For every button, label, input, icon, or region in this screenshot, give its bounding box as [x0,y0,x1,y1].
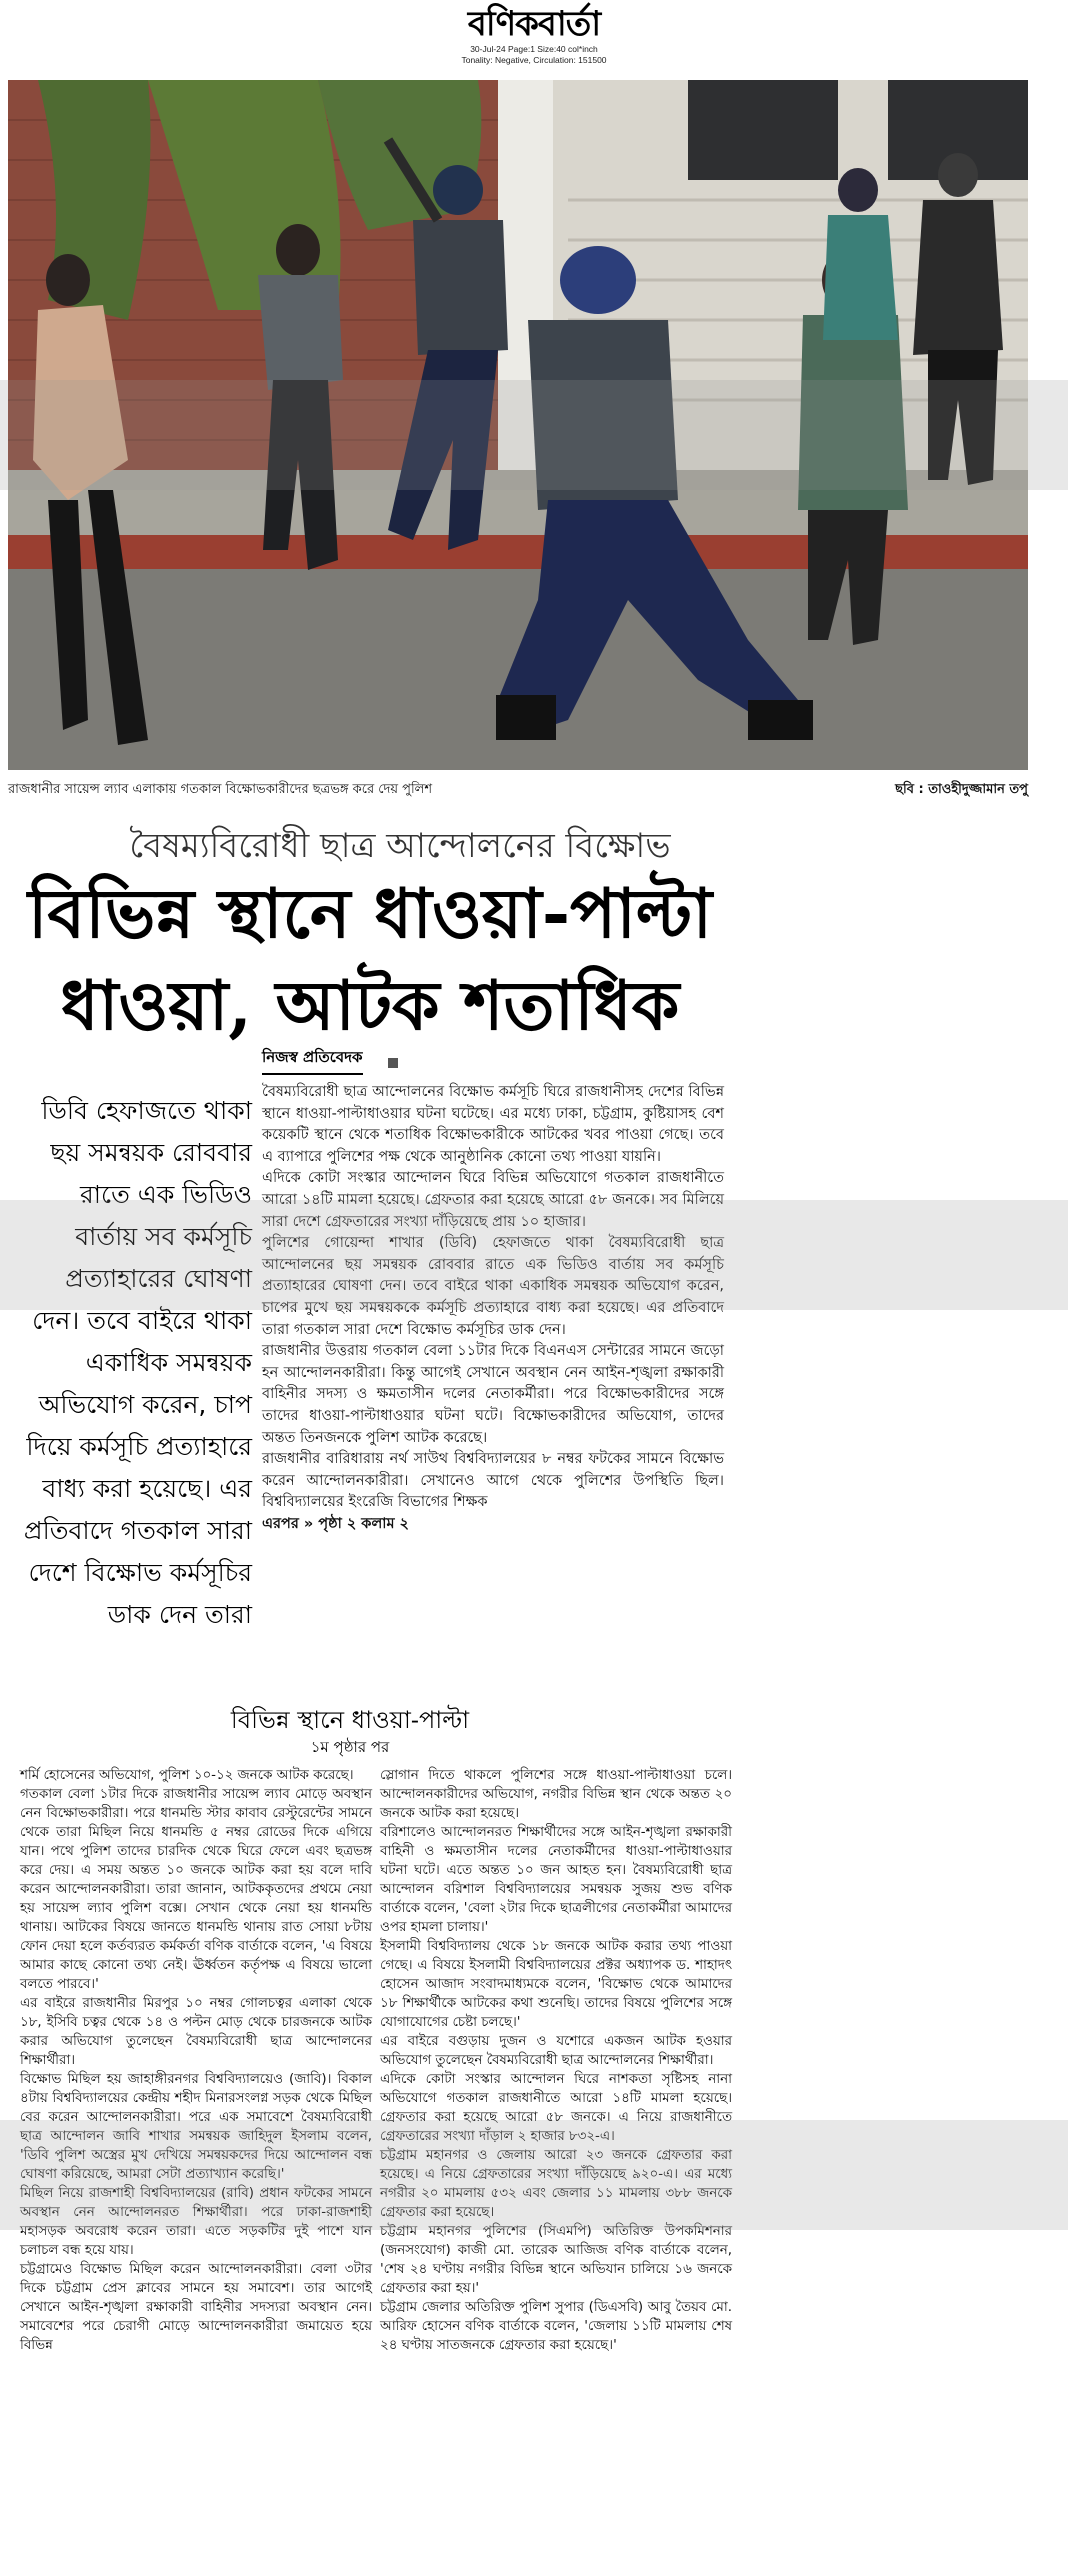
lead-paragraph: পুলিশের গোয়েন্দা শাখার (ডিবি) হেফাজতে থাকা বৈষম্যবিরোধী ছাত্র আন্দোলনের ছয় সমন্বয়ক রোববার রাতে এক ভিডিও বার্তায় সব কর্মসূচি প্রত্যাহারের ঘোষণা দেন। তবে বাইরে থাকা একাধিক সমন্বয়ক অভিযোগ করেন, চাপের মুখে ছয় সমন্বয়ককে কর্মসূচি প্রত্যাহারে বাধ্য করা হয়েছে। এর প্রতিবাদে তারা গতকাল সারা দেশে বিক্ষোভ কর্মসূচির ডাক দেন। [262,1235,724,1338]
headline-line-2: ধাওয়া, আটক শতাধিক [60,966,680,1046]
masthead [0,0,1068,72]
body-paragraph: শর্মি হোসেনের অভিযোগ, পুলিশ ১০-১২ জনকে আটক করেছে। [20,1768,354,1783]
lead-paragraph: বৈষম্যবিরোধী ছাত্র আন্দোলনের বিক্ষোভ কর্মসূচি ঘিরে রাজধানীসহ দেশের বিভিন্ন স্থানে ধাওয়া-পাল্টাধাওয়ার ঘটনা ঘটেছে। এর মধ্যে ঢাকা, চট্টগ্রাম, কুষ্টিয়াসহ বেশ কয়েকটি স্থানে থেকে শতাধিক বিক্ষোভকারীকে আটকের খবর পাওয়া গেছে। তবে এ ব্যাপারে পুলিশের পক্ষ থেকে আনুষ্ঠানিক কোনো তথ্য পাওয়া যায়নি। [262,1084,724,1165]
article-lead-body [262,1082,724,1535]
body-paragraph: এদিকে কোটা সংস্কার আন্দোলন ঘিরে নাশকতা সৃষ্টিসহ নানা অভিযোগে গতকাল রাজধানীতে আরো ১৪টি মামলা হয়েছে। গ্রেফতার করা হয়েছে আরো ৫৮ জনকে। এ নিয়ে রাজধানীতে গ্রেফতারের সংখ্যা দাঁড়াল ২ হাজার ৮৩২-এ। [380,2072,732,2144]
body-paragraph: স্লোগান দিতে থাকলে পুলিশের সঙ্গে ধাওয়া-পাল্টাধাওয়া চলে। আন্দোলনকারীদের অভিযোগ, নগরীর বিভিন্ন স্থান থেকে অন্তত ২০ জনকে আটক করা হয়েছে। [380,1768,732,1821]
newspaper-logo: বণিকবার্তা [467,4,601,44]
continuation-right-column [380,1766,732,2355]
jump-line: এরপর » পৃষ্ঠা ২ কলাম ২ [262,1515,409,1532]
lead-paragraph: এদিকে কোটা সংস্কার আন্দোলন ঘিরে বিভিন্ন অভিযোগে গতকাল রাজধানীতে আরো ১৪টি মামলা হয়েছে। গ্রেফতার করা হয়েছে আরো ৫৮ জনকে। সব মিলিয়ে সারা দেশে গ্রেফতারের সংখ্যা দাঁড়িয়েছে প্রায় ১০ হাজার। [262,1170,724,1230]
lead-paragraph: রাজধানীর উত্তরায় গতকাল বেলা ১১টার দিকে বিএনএস সেন্টারের সামনে জড়ো হন আন্দোলনকারীরা। কিন্তু আগেই সেখানে অবস্থান নেন আইন-শৃঙ্খলা রক্ষাকারী বাহিনীর সদস্য ও ক্ষমতাসীন দলের নেতাকর্মীরা। পরে বিক্ষোভকারীদের সঙ্গে তাদের ধাওয়া-পাল্টাধাওয়ার ঘটনা ঘটে। বিক্ষোভকারীদের অভিযোগ, তাদের অন্তত তিনজনকে পুলিশ আটক করেছে। [262,1343,724,1446]
body-paragraph: এর বাইরে বগুড়ায় দুজন ও যশোরে একজন আটক হওয়ার অভিযোগ তুলেছেন বৈষম্যবিরোধী ছাত্র আন্দোলনের শিক্ষার্থীরা। [380,2034,732,2068]
body-paragraph: চট্টগ্রাম মহানগর ও জেলায় আরো ২৩ জনকে গ্রেফতার করা হয়েছে। এ নিয়ে গ্রেফতারের সংখ্যা দাঁড়িয়েছে ৯২০-এ। এর মধ্যে নগরীর ২০ মামলায় ৫৩২ এবং জেলার ১১ মামলায় ৩৮৮ জনকে গ্রেফতার করা হয়েছে। [380,2148,732,2220]
body-paragraph: মিছিল নিয়ে রাজশাহী বিশ্ববিদ্যালয়ের (রাবি) প্রধান ফটকের সামনে অবস্থান নেন আন্দোলনরত শিক্ষার্থীরা। পরে ঢাকা-রাজশাহী মহাসড়ক অবরোধ করেন তারা। এতে সড়কটির দুই পাশে যান চলাচল বন্ধ হয়ে যায়। [20,2186,372,2258]
body-paragraph: গতকাল বেলা ১টার দিকে রাজধানীর সায়েন্স ল্যাব মোড়ে অবস্থান নেন বিক্ষোভকারীরা। পরে ধানমন্ডি স্টার কাবাব রেস্টুরেন্টের সামনে থেকে তারা মিছিল নিয়ে ধানমন্ডি ৫ নম্বর রোডের দিকে এগিয়ে যান। পথে পুলিশ তাদের চারদিক থেকে ঘিরে ফেলে এবং ছত্রভঙ্গ করে দেয়। এ সময় অন্তত ১০ জনকে আটক করা হয় বলে দাবি করেন আন্দোলনকারীরা। তারা জানান, আটককৃতদের প্রথমে নেয়া হয় সায়েন্স ল্যাব পুলিশ বক্সে। সেখান থেকে নেয়া হয় ধানমন্ডি থানায়। আটকের বিষয়ে জানতে ধানমন্ডি থানায় রাত সোয়া ৮টায় ফোন দেয়া হলে কর্তব্যরত কর্মকর্তা বণিক বার্তাকে বলেন, 'এ বিষয়ে আমার কাছে কোনো তথ্য নেই। ঊর্ধ্বতন কর্তৃপক্ষ এ বিষয়ে ভালো বলতে পারবে।' [20,1787,372,1992]
photo-caption: রাজধানীর সায়েন্স ল্যাব এলাকায় গতকাল বিক্ষোভকারীদের ছত্রভঙ্গ করে দেয় পুলিশ [8,782,433,797]
body-paragraph: এর বাইরে রাজধানীর মিরপুর ১০ নম্বর গোলচত্বর এলাকা থেকে ১৮, ইসিবি চত্বর থেকে ১৪ ও পল্টন মোড় থেকে চারজনকে আটক করার অভিযোগ তুলেছেন বৈষম্যবিরোধী ছাত্র আন্দোলনের শিক্ষার্থীরা। [20,1996,372,2068]
byline: নিজস্ব প্রতিবেদক [262,1046,363,1075]
body-paragraph: চট্টগ্রাম মহানগর পুলিশের (সিএমপি) অতিরিক্ত উপকমিশনার (জনসংযোগ) কাজী মো. তারেক আজিজ বণিক বার্তাকে বলেন, 'শেষ ২৪ ঘণ্টায় নগরীর বিভিন্ন স্থানে অভিযান চালিয়ে ১৬ জনকে গ্রেফতার করা হয়।' [380,2224,732,2296]
article-headline [20,868,720,1052]
byline-square-icon [388,1058,398,1068]
body-paragraph: চট্টগ্রামেও বিক্ষোভ মিছিল করেন আন্দোলনকারীরা। বেলা ৩টার দিকে চট্টগ্রাম প্রেস ক্লাবের সামনে হয় সমাবেশ। তার আগেই সেখানে আইন-শৃঙ্খলা রক্ষাকারী বাহিনীর সদস্যরা অবস্থান নেন। সমাবেশের পরে চেরাগী মোড়ে আন্দোলনকারীরা জমায়েত হয়ে বিভিন্ন [20,2262,372,2353]
lead-paragraph: রাজধানীর বারিধারায় নর্থ সাউথ বিশ্ববিদ্যালয়ের ৮ নম্বর ফটকের সামনে বিক্ষোভ করেন আন্দোলনকারীরা। সেখানেও আগে থেকে পুলিশের উপস্থিতি ছিল। বিশ্ববিদ্যালয়ের ইংরেজি বিভাগের শিক্ষক [262,1451,724,1511]
pull-quote: ডিবি হেফাজতে থাকা ছয় সমন্বয়ক রোববার রাতে এক ভিডিও বার্তায় সব কর্মসূচি প্রত্যাহারের ঘোষণা দেন। তবে বাইরে থাকা একাধিক সমন্বয়ক অভিযোগ করেন, চাপ দিয়ে কর্মসূচি প্রত্যাহারে বাধ্য করা হয়েছে। এর প্রতিবাদে গতকাল সারা দেশে বিক্ষোভ কর্মসূচির ডাক দেন তারা [23,1096,252,1629]
body-paragraph: বিক্ষোভ মিছিল হয় জাহাঙ্গীরনগর বিশ্ববিদ্যালয়েও (জাবি)। বিকাল ৪টায় বিশ্ববিদ্যালয়ের কেন্দ্রীয় শহীদ মিনারসংলগ্ন সড়ক থেকে মিছিল বের করেন আন্দোলনকারীরা। পরে এক সমাবেশে বৈষম্যবিরোধী ছাত্র আন্দোলন জাবি শাখার সমন্বয়ক জাহিদুল ইসলাম বলেন, 'ডিবি পুলিশ অস্ত্রের মুখ দেখিয়ে সমন্বয়কদের দিয়ে আন্দোলন বন্ধ ঘোষণা করিয়েছে, আমরা সেটা প্রত্যাখ্যান করেছি।' [20,2072,372,2182]
continuation-subheading: ১ম পৃষ্ঠার পর [310,1738,390,1756]
headline-line-1: বিভিন্ন স্থানে ধাওয়া-পাল্টা [27,874,713,954]
body-paragraph: চট্টগ্রাম জেলার অতিরিক্ত পুলিশ সুপার (ডিএসবি) আবু তৈয়ব মো. আরিফ হোসেন বণিক বার্তাকে বলেন, 'জেলায় ১১টি মামলায় শেষ ২৪ ঘণ্টায় সাতজনকে গ্রেফতার করা হয়েছে।' [380,2300,732,2353]
clipping-meta-line1: 30-Jul-24 Page:1 Size:40 col*inch [470,44,598,54]
photo-credit: ছবি : তাওহীদুজ্জামান তপু [895,782,1028,797]
clipping-meta-line2: Tonality: Negative, Circulation: 151500 [461,55,607,65]
article-kicker: বৈষম্যবিরোধী ছাত্র আন্দোলনের বিক্ষোভ [129,826,671,866]
continuation-heading: বিভিন্ন স্থানে ধাওয়া-পাল্টা [230,1706,470,1734]
news-photo [8,80,1028,770]
continuation-left-column [20,1766,372,2355]
body-paragraph: ইসলামী বিশ্ববিদ্যালয় থেকে ১৮ জনকে আটক করার তথ্য পাওয়া গেছে। এ বিষয়ে ইসলামী বিশ্ববিদ্যালয়ের প্রক্টর অধ্যাপক ড. শাহাদৎ হোসেন আজাদ সংবাদমাধ্যমকে বলেন, 'বিক্ষোভ থেকে আমাদের ১৮ শিক্ষার্থীকে আটকের কথা শুনেছি। তাদের বিষয়ে পুলিশের সঙ্গে যোগাযোগের চেষ্টা চলছে।' [380,1939,732,2030]
body-paragraph: বরিশালেও আন্দোলনরত শিক্ষার্থীদের সঙ্গে আইন-শৃঙ্খলা রক্ষাকারী বাহিনী ও ক্ষমতাসীন দলের নেতাকর্মীদের ধাওয়া-পাল্টাধাওয়ার ঘটনা ঘটে। এতে অন্তত ১০ জন আহত হন। বৈষম্যবিরোধী ছাত্র আন্দোলন বরিশাল বিশ্ববিদ্যালয়ের সমন্বয়ক সুজয় শুভ বণিক বার্তাকে বলেন, 'বেলা ২টার দিকে ছাত্রলীগের নেতাকর্মীরা আমাদের ওপর হামলা চালায়।' [380,1825,732,1935]
